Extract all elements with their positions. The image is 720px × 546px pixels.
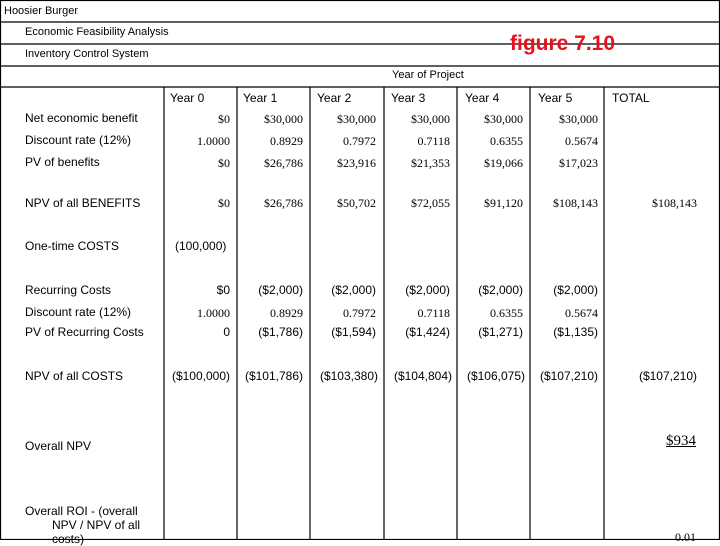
total-cell: $108,143	[652, 196, 697, 210]
table-cell: ($2,000)	[478, 283, 523, 297]
table-cell: 0.5674	[565, 306, 598, 320]
year-header: Year 4	[465, 91, 500, 105]
table-cell: 0.8929	[270, 134, 303, 148]
table-cell: $0	[216, 283, 230, 297]
table-cell: ($2,000)	[405, 283, 450, 297]
row-label: Overall ROI - (overall	[25, 504, 138, 518]
table-cell: 1.0000	[197, 306, 230, 320]
row-label: NPV of all COSTS	[25, 369, 124, 383]
table-cell: ($107,210)	[539, 369, 598, 383]
table-cell: ($1,135)	[553, 325, 598, 339]
table-cell: (100,000)	[175, 239, 227, 253]
table-cell: $91,120	[484, 196, 523, 210]
table-cell: ($100,000)	[171, 369, 230, 383]
row-label: Overall NPV	[25, 439, 92, 453]
table-cell: 0	[223, 325, 230, 339]
table-cell: 0.7118	[417, 306, 450, 320]
table-cell: ($1,424)	[405, 325, 450, 339]
year-header: Year 0	[170, 91, 205, 105]
table-cell: $30,000	[264, 112, 303, 126]
overall-npv-value: $934	[666, 433, 696, 449]
table-cell: $26,786	[264, 156, 303, 170]
table-cell: 0.6355	[490, 306, 523, 320]
row-label: One-time COSTS	[25, 239, 120, 253]
sheet-title: Hoosier Burger	[4, 5, 78, 17]
table-cell: $17,023	[559, 156, 598, 170]
table-cell: $30,000	[559, 112, 598, 126]
table-cell: $19,066	[484, 156, 523, 170]
row-label: Discount rate (12%)	[25, 133, 132, 147]
table-cell: ($103,380)	[319, 369, 378, 383]
table-cell: $108,143	[553, 196, 598, 210]
table-cell: ($1,271)	[478, 325, 523, 339]
table-cell: 0.7972	[343, 306, 376, 320]
table-cell: $21,353	[411, 156, 450, 170]
analysis-subtitle: Economic Feasibility Analysis	[25, 26, 169, 38]
table-cell: 0.5674	[565, 134, 598, 148]
system-name: Inventory Control System	[25, 48, 149, 60]
table-cell: $0	[218, 196, 230, 210]
row-label: PV of benefits	[25, 155, 100, 169]
row-label: Discount rate (12%)	[25, 305, 132, 319]
row-label: Recurring Costs	[25, 283, 112, 297]
table-cell: $50,702	[337, 196, 376, 210]
table-cell: $23,916	[337, 156, 376, 170]
table-cell: $72,055	[411, 196, 450, 210]
year-header: Year 2	[317, 91, 352, 105]
row-label: NPV of all BENEFITS	[25, 196, 141, 210]
table-cell: $0	[218, 112, 230, 126]
table-cell: ($101,786)	[244, 369, 303, 383]
table-cell: ($1,786)	[258, 325, 303, 339]
table-cell: ($106,075)	[466, 369, 525, 383]
year-header: Year 3	[391, 91, 426, 105]
row-label: NPV / NPV of all	[52, 518, 141, 532]
year-header: Year 5	[538, 91, 573, 105]
year-of-project-label: Year of Project	[392, 69, 464, 81]
table-cell: 1.0000	[197, 134, 230, 148]
overall-roi-value: 0.01	[675, 530, 696, 544]
row-label: costs)	[52, 532, 85, 546]
table-cell: ($2,000)	[553, 283, 598, 297]
table-cell: 0.8929	[270, 306, 303, 320]
table-cell: $0	[218, 156, 230, 170]
table-cell: $26,786	[264, 196, 303, 210]
table-cell: 0.7972	[343, 134, 376, 148]
table-cell: ($2,000)	[331, 283, 376, 297]
table-cell: ($1,594)	[331, 325, 376, 339]
table-cell: 0.6355	[490, 134, 523, 148]
year-header: Year 1	[243, 91, 278, 105]
table-cell: ($2,000)	[258, 283, 303, 297]
table-cell: $30,000	[337, 112, 376, 126]
table-cell: ($104,804)	[393, 369, 452, 383]
row-label: Net economic benefit	[25, 111, 138, 125]
figure-label: figure 7.10	[510, 32, 616, 55]
table-cell: $30,000	[484, 112, 523, 126]
table-cell: 0.7118	[417, 134, 450, 148]
total-header: TOTAL	[612, 91, 650, 105]
table-cell: $30,000	[411, 112, 450, 126]
row-label: PV of Recurring Costs	[25, 325, 144, 339]
total-cell: ($107,210)	[638, 369, 697, 383]
